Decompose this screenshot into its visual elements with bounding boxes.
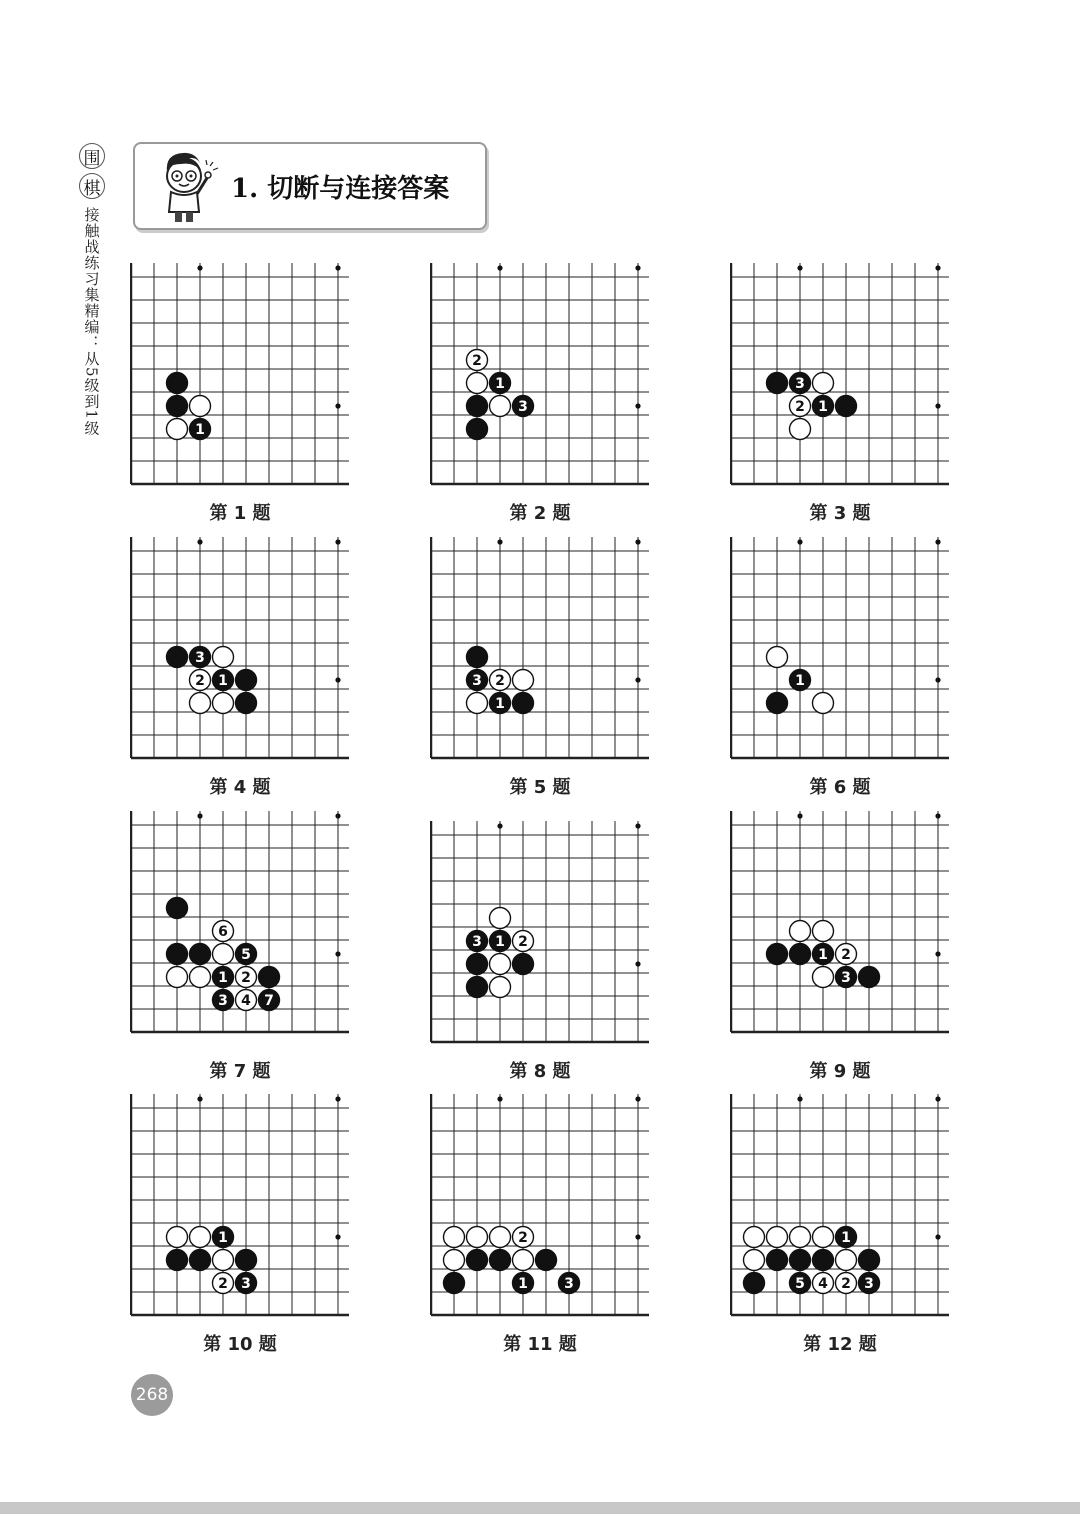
star-point <box>335 1096 340 1101</box>
side-label <box>78 143 106 436</box>
star-point <box>635 1234 640 1239</box>
move-number: 3 <box>864 1276 874 1292</box>
black-stone <box>190 647 211 668</box>
white-stone <box>744 1250 765 1271</box>
problem-5 <box>430 537 660 807</box>
white-stone <box>513 670 534 691</box>
black-stone <box>490 1250 511 1271</box>
star-point <box>197 539 202 544</box>
black-stone <box>236 1273 257 1294</box>
black-stone <box>259 967 280 988</box>
black-stone <box>190 419 211 440</box>
white-stone <box>836 1250 857 1271</box>
move-number: 1 <box>495 376 505 392</box>
go-board <box>130 811 360 1041</box>
boy-mascot-icon <box>153 148 223 224</box>
white-stone <box>190 396 211 417</box>
go-board <box>430 537 660 767</box>
move-number: 3 <box>218 993 228 1009</box>
black-stone <box>213 967 234 988</box>
black-stone <box>813 396 834 417</box>
white-stone <box>790 1227 811 1248</box>
go-board <box>730 537 960 767</box>
star-point <box>797 813 802 818</box>
white-stone <box>236 990 257 1011</box>
star-point <box>935 539 940 544</box>
move-number: 4 <box>818 1276 828 1292</box>
black-stone <box>213 670 234 691</box>
black-stone <box>490 373 511 394</box>
problem-4 <box>130 537 360 807</box>
black-stone <box>813 1250 834 1271</box>
white-stone <box>467 350 488 371</box>
black-stone <box>190 944 211 965</box>
go-board <box>130 1094 360 1324</box>
side-char-wei: 围 <box>79 143 105 169</box>
star-point <box>635 403 640 408</box>
move-number: 1 <box>495 696 505 712</box>
problem-caption: 第 10 题 <box>203 1334 277 1355</box>
move-number: 3 <box>472 673 482 689</box>
problem-6 <box>730 537 960 807</box>
problem-caption: 第 11 题 <box>503 1334 577 1355</box>
star-point <box>497 1096 502 1101</box>
move-number: 2 <box>518 934 528 950</box>
white-stone <box>490 954 511 975</box>
move-number: 3 <box>518 399 528 415</box>
white-stone <box>790 419 811 440</box>
move-number: 3 <box>841 970 851 986</box>
problem-caption: 第 7 题 <box>209 1061 271 1082</box>
white-stone <box>190 1227 211 1248</box>
move-number: 1 <box>841 1230 851 1246</box>
page-number: 268 <box>131 1374 173 1416</box>
star-point <box>797 265 802 270</box>
star-point <box>497 823 502 828</box>
star-point <box>935 677 940 682</box>
star-point <box>935 1234 940 1239</box>
black-stone <box>167 647 188 668</box>
star-point <box>635 539 640 544</box>
star-point <box>635 265 640 270</box>
problem-caption: 第 1 题 <box>209 503 271 524</box>
white-stone <box>444 1227 465 1248</box>
black-stone <box>213 1227 234 1248</box>
black-stone <box>167 898 188 919</box>
star-point <box>635 1096 640 1101</box>
problem-3 <box>730 263 960 533</box>
black-stone <box>167 944 188 965</box>
problem-10 <box>130 1094 360 1364</box>
black-stone <box>236 1250 257 1271</box>
black-stone <box>236 944 257 965</box>
move-number: 5 <box>795 1276 805 1292</box>
go-board <box>430 821 660 1051</box>
section-title: 1. 切断与连接答案 <box>231 174 450 204</box>
star-point <box>335 265 340 270</box>
white-stone <box>490 396 511 417</box>
white-stone <box>490 670 511 691</box>
move-number: 7 <box>264 993 274 1009</box>
star-point <box>935 403 940 408</box>
move-number: 1 <box>195 422 205 438</box>
white-stone <box>813 921 834 942</box>
star-point <box>497 539 502 544</box>
black-stone <box>859 967 880 988</box>
book-subtitle: 接触战练习集精编：从5级到1级 <box>82 207 101 437</box>
star-point <box>497 265 502 270</box>
star-point <box>935 951 940 956</box>
go-board <box>130 263 360 493</box>
black-stone <box>513 954 534 975</box>
white-stone <box>190 967 211 988</box>
move-number: 3 <box>564 1276 574 1292</box>
white-stone <box>467 693 488 714</box>
black-stone <box>467 670 488 691</box>
star-point <box>197 813 202 818</box>
white-stone <box>513 1250 534 1271</box>
move-number: 1 <box>218 1230 228 1246</box>
move-number: 2 <box>795 399 805 415</box>
move-number: 2 <box>195 673 205 689</box>
black-stone <box>167 1250 188 1271</box>
white-stone <box>490 908 511 929</box>
problem-1 <box>130 263 360 533</box>
star-point <box>335 951 340 956</box>
black-stone <box>513 396 534 417</box>
move-number: 3 <box>195 650 205 666</box>
black-stone <box>236 693 257 714</box>
problem-caption: 第 12 题 <box>803 1334 877 1355</box>
move-number: 1 <box>818 947 828 963</box>
white-stone <box>813 373 834 394</box>
black-stone <box>836 396 857 417</box>
black-stone <box>467 396 488 417</box>
star-point <box>197 1096 202 1101</box>
star-point <box>335 1234 340 1239</box>
white-stone <box>190 670 211 691</box>
white-stone <box>813 967 834 988</box>
go-board <box>730 1094 960 1324</box>
problem-8 <box>430 821 660 1091</box>
move-number: 1 <box>818 399 828 415</box>
white-stone <box>767 1227 788 1248</box>
black-stone <box>559 1273 580 1294</box>
white-stone <box>813 1227 834 1248</box>
black-stone <box>859 1273 880 1294</box>
white-stone <box>190 693 211 714</box>
black-stone <box>167 373 188 394</box>
white-stone <box>836 944 857 965</box>
star-point <box>335 813 340 818</box>
white-stone <box>767 647 788 668</box>
white-stone <box>167 1227 188 1248</box>
star-point <box>797 539 802 544</box>
white-stone <box>213 693 234 714</box>
star-point <box>935 265 940 270</box>
white-stone <box>490 1227 511 1248</box>
black-stone <box>767 944 788 965</box>
move-number: 2 <box>495 673 505 689</box>
black-stone <box>790 670 811 691</box>
black-stone <box>467 419 488 440</box>
side-char-qi: 棋 <box>79 173 105 199</box>
star-point <box>197 265 202 270</box>
black-stone <box>467 647 488 668</box>
black-stone <box>444 1273 465 1294</box>
go-board <box>130 537 360 767</box>
white-stone <box>790 396 811 417</box>
white-stone <box>213 921 234 942</box>
white-stone <box>836 1273 857 1294</box>
black-stone <box>259 990 280 1011</box>
problem-caption: 第 9 题 <box>809 1061 871 1082</box>
star-point <box>935 813 940 818</box>
bottom-bar <box>0 1502 1080 1514</box>
white-stone <box>790 921 811 942</box>
problem-caption: 第 2 题 <box>509 503 571 524</box>
move-number: 1 <box>218 970 228 986</box>
black-stone <box>167 396 188 417</box>
star-point <box>635 823 640 828</box>
black-stone <box>467 977 488 998</box>
star-point <box>335 403 340 408</box>
black-stone <box>790 944 811 965</box>
black-stone <box>236 670 257 691</box>
problem-9 <box>730 811 960 1081</box>
move-number: 1 <box>495 934 505 950</box>
move-number: 1 <box>218 673 228 689</box>
problem-caption: 第 6 题 <box>809 777 871 798</box>
problem-caption: 第 4 题 <box>209 777 271 798</box>
move-number: 1 <box>795 673 805 689</box>
problem-caption: 第 5 题 <box>509 777 571 798</box>
white-stone <box>167 967 188 988</box>
white-stone <box>213 1250 234 1271</box>
black-stone <box>813 944 834 965</box>
white-stone <box>213 1273 234 1294</box>
black-stone <box>213 990 234 1011</box>
move-number: 3 <box>795 376 805 392</box>
star-point <box>935 1096 940 1101</box>
move-number: 6 <box>218 924 228 940</box>
go-board <box>730 811 960 1041</box>
black-stone <box>836 967 857 988</box>
problem-7 <box>130 811 360 1081</box>
black-stone <box>767 373 788 394</box>
white-stone <box>490 977 511 998</box>
problem-12 <box>730 1094 960 1364</box>
move-number: 5 <box>241 947 251 963</box>
black-stone <box>859 1250 880 1271</box>
white-stone <box>513 931 534 952</box>
go-board <box>430 263 660 493</box>
move-number: 1 <box>518 1276 528 1292</box>
white-stone <box>444 1250 465 1271</box>
move-number: 3 <box>472 934 482 950</box>
move-number: 2 <box>472 353 482 369</box>
white-stone <box>236 967 257 988</box>
black-stone <box>490 931 511 952</box>
white-stone <box>213 944 234 965</box>
black-stone <box>790 1273 811 1294</box>
move-number: 4 <box>241 993 251 1009</box>
go-board <box>730 263 960 493</box>
problem-caption: 第 8 题 <box>509 1061 571 1082</box>
black-stone <box>467 931 488 952</box>
star-point <box>335 677 340 682</box>
black-stone <box>467 954 488 975</box>
black-stone <box>836 1227 857 1248</box>
problem-11 <box>430 1094 660 1364</box>
star-point <box>635 961 640 966</box>
white-stone <box>813 693 834 714</box>
move-number: 2 <box>841 1276 851 1292</box>
white-stone <box>213 647 234 668</box>
white-stone <box>167 419 188 440</box>
move-number: 2 <box>841 947 851 963</box>
go-board <box>430 1094 660 1324</box>
move-number: 2 <box>241 970 251 986</box>
white-stone <box>813 1273 834 1294</box>
black-stone <box>513 693 534 714</box>
white-stone <box>467 373 488 394</box>
move-number: 3 <box>241 1276 251 1292</box>
black-stone <box>744 1273 765 1294</box>
black-stone <box>536 1250 557 1271</box>
black-stone <box>467 1250 488 1271</box>
problem-2 <box>430 263 660 533</box>
move-number: 2 <box>518 1230 528 1246</box>
move-number: 2 <box>218 1276 228 1292</box>
white-stone <box>513 1227 534 1248</box>
black-stone <box>767 693 788 714</box>
section-title-box <box>133 142 487 230</box>
white-stone <box>744 1227 765 1248</box>
black-stone <box>190 1250 211 1271</box>
black-stone <box>513 1273 534 1294</box>
black-stone <box>790 373 811 394</box>
white-stone <box>467 1227 488 1248</box>
problem-caption: 第 3 题 <box>809 503 871 524</box>
star-point <box>797 1096 802 1101</box>
black-stone <box>790 1250 811 1271</box>
black-stone <box>767 1250 788 1271</box>
black-stone <box>490 693 511 714</box>
star-point <box>335 539 340 544</box>
star-point <box>635 677 640 682</box>
